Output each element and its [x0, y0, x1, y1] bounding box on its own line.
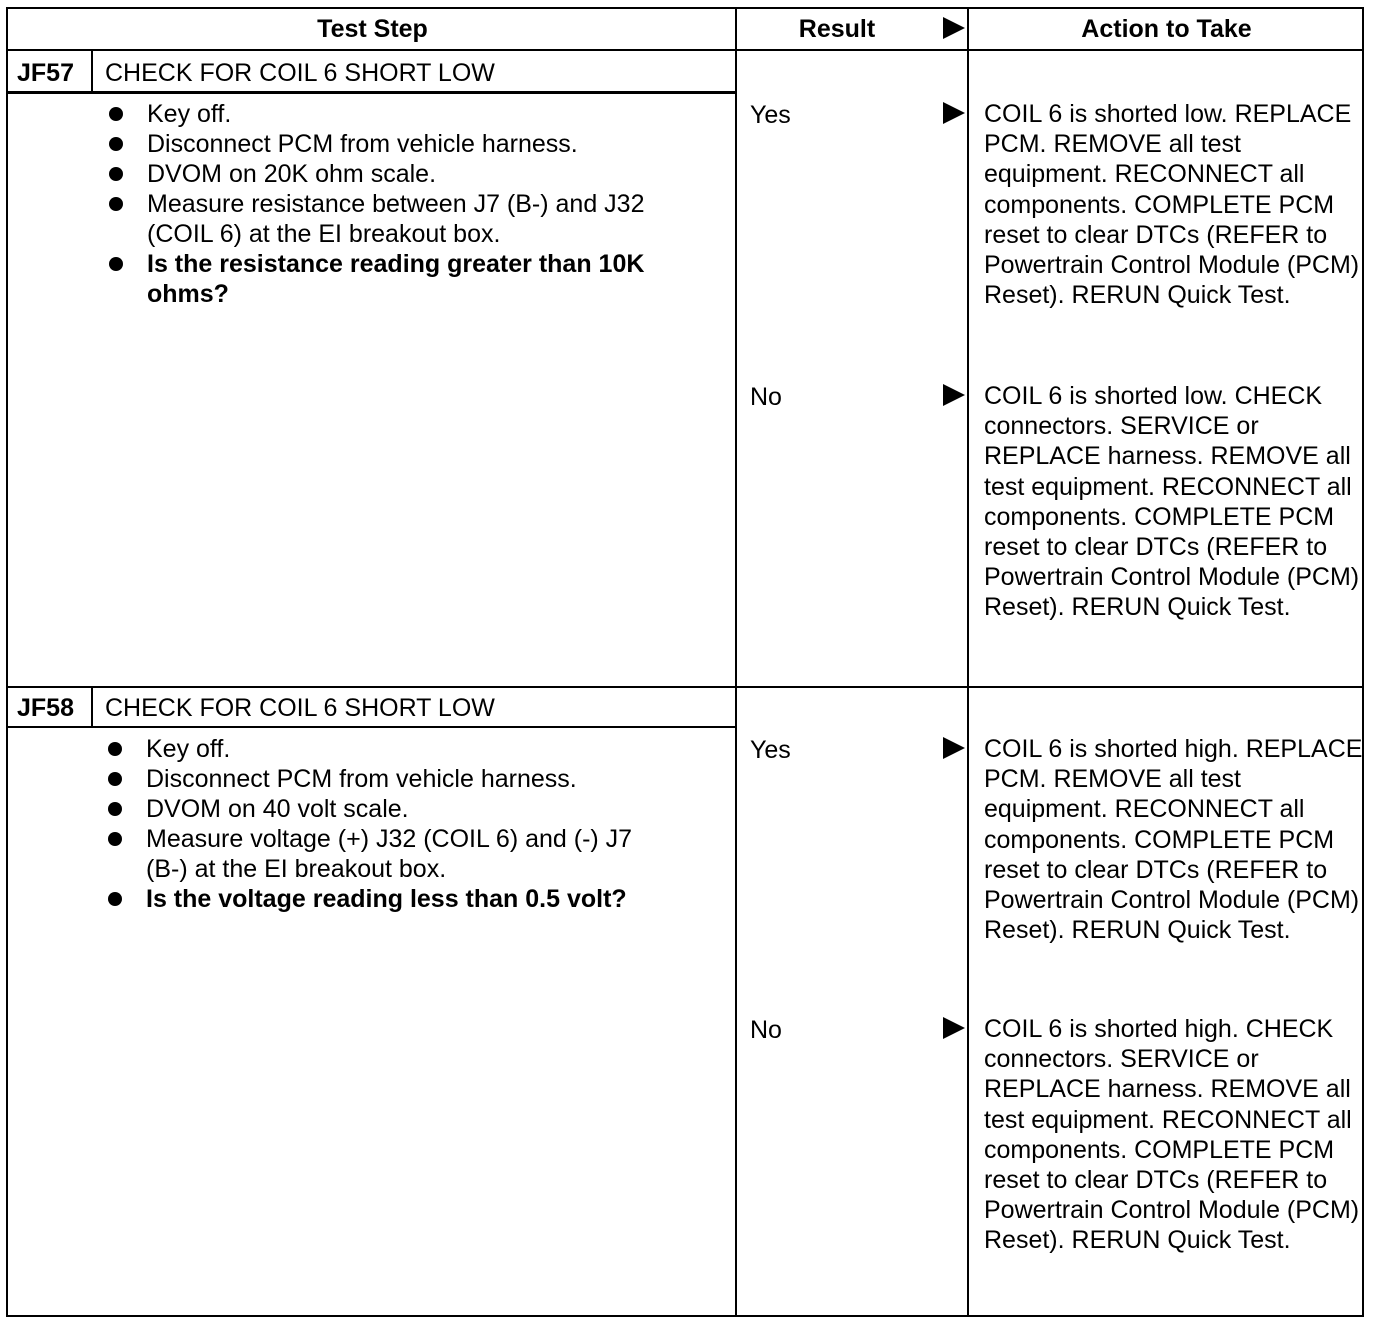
- header-action: Action to Take: [1081, 15, 1252, 43]
- jf58-id-divider: [91, 686, 93, 727]
- jf58-title-divider: [8, 726, 737, 728]
- arrow-right-icon: [943, 17, 965, 39]
- step-question: Is the voltage reading less than 0.5 volt?: [106, 884, 666, 914]
- action-text: COIL 6 is shorted high. CHECK connectors. SERVICE or REPLACE harness. REMOVE all test equipment. RECONNECT all components. COMPLETE PCM reset to clear DTCs (REFER to Powertrain Control Module (PCM) Reset). RERUN Quick Test.: [984, 1015, 1360, 1255]
- action-text: COIL 6 is shorted high. REPLACE PCM. REMOVE all test equipment. RECONNECT all components. COMPLETE PCM reset to clear DTCs (REFER to Powertrain Control Module (PCM) Reset). RERUN Quick Test.: [984, 735, 1363, 945]
- arrow-right-icon: [943, 102, 965, 124]
- bullet-icon: [109, 257, 123, 271]
- header-test-step: Test Step: [317, 15, 428, 43]
- diagnostic-table: [6, 7, 1364, 1317]
- action-text: COIL 6 is shorted low. CHECK connectors. SERVICE or REPLACE harness. REMOVE all test equipment. RECONNECT all components. COMPLETE PCM reset to clear DTCs (REFER to Powertrain Control Module (PCM) Reset). RERUN Quick Test.: [984, 382, 1360, 622]
- step-id: JF58: [17, 694, 74, 722]
- step-id: JF57: [17, 59, 74, 87]
- row-divider: [8, 686, 1362, 688]
- bullet-icon: [109, 167, 123, 181]
- arrow-right-icon: [943, 384, 965, 406]
- bullet-icon: [109, 137, 123, 151]
- step-title: CHECK FOR COIL 6 SHORT LOW: [105, 59, 495, 87]
- bullet-icon: [108, 772, 122, 786]
- column-divider-result: [735, 9, 737, 1315]
- bullet-icon: [108, 742, 122, 756]
- bullet-icon: [108, 832, 122, 846]
- action-text: COIL 6 is shorted low. REPLACE PCM. REMOVE all test equipment. RECONNECT all components. COMPLETE PCM reset to clear DTCs (REFER to Powertrain Control Module (PCM) Reset). RERUN Quick Test.: [984, 100, 1360, 310]
- step-instructions: [107, 99, 667, 309]
- list-item: Disconnect PCM from vehicle harness.: [107, 129, 667, 159]
- bullet-icon: [109, 197, 123, 211]
- bullet-icon: [109, 107, 123, 121]
- list-item: DVOM on 40 volt scale.: [106, 794, 666, 824]
- list-item: Disconnect PCM from vehicle harness.: [106, 764, 666, 794]
- step-question: Is the resistance reading greater than 10K ohms?: [107, 249, 667, 309]
- step-instructions: [106, 734, 666, 914]
- jf57-id-divider: [91, 49, 93, 92]
- arrow-right-icon: [943, 737, 965, 759]
- list-item: Measure resistance between J7 (B-) and J32 (COIL 6) at the EI breakout box.: [107, 189, 667, 249]
- arrow-right-icon: [943, 1017, 965, 1039]
- list-item: Key off.: [107, 99, 667, 129]
- result-label-no: No: [750, 1016, 782, 1044]
- bullet-icon: [108, 802, 122, 816]
- result-label-yes: Yes: [750, 736, 791, 764]
- step-title: CHECK FOR COIL 6 SHORT LOW: [105, 694, 495, 722]
- header-result: Result: [798, 15, 876, 43]
- column-divider-action: [967, 9, 969, 1315]
- list-item: Key off.: [106, 734, 666, 764]
- list-item: Measure voltage (+) J32 (COIL 6) and (-) J7 (B-) at the EI breakout box.: [106, 824, 666, 884]
- result-label-yes: Yes: [750, 101, 791, 129]
- bullet-icon: [108, 892, 122, 906]
- jf57-title-divider: [8, 91, 737, 94]
- header-divider: [8, 49, 1362, 51]
- result-label-no: No: [750, 383, 782, 411]
- list-item: DVOM on 20K ohm scale.: [107, 159, 667, 189]
